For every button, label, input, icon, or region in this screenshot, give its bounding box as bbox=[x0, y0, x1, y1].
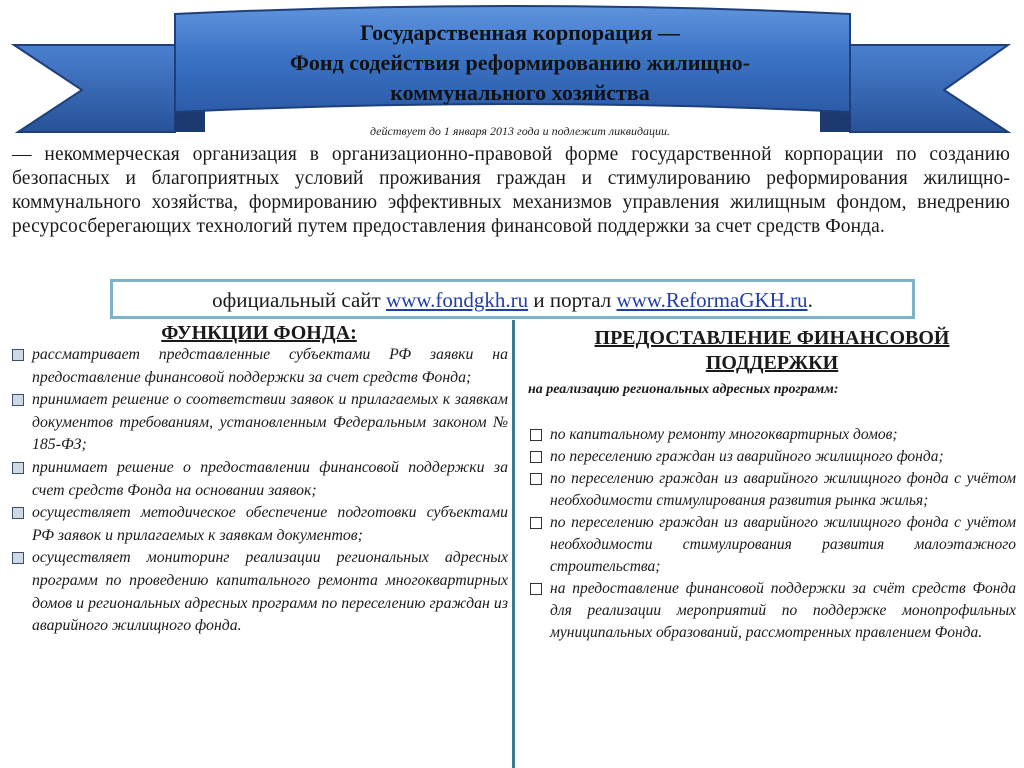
functions-heading: ФУНКЦИИ ФОНДА: bbox=[161, 322, 357, 344]
support-column bbox=[528, 322, 1016, 762]
column-divider bbox=[512, 320, 515, 768]
link-fondgkh[interactable]: www.fondgkh.ru bbox=[385, 288, 529, 312]
checkbox-icon bbox=[12, 349, 24, 361]
checkbox-icon bbox=[12, 462, 24, 474]
site-suffix: . bbox=[807, 288, 813, 312]
title-line-2: Фонд содействия реформированию жилищно- bbox=[290, 50, 750, 75]
list-item: по переселению граждан из аварийного жилищного фонда; bbox=[528, 446, 1016, 468]
liquidation-note: действует до 1 января 2013 года и подлежит ликвидации. bbox=[369, 124, 671, 138]
list-item: принимает решение о соответствии заявок и прилагаемых к заявкам документов требованиям, установленным Федеральным законом № 185-ФЗ; bbox=[10, 389, 508, 457]
functions-column bbox=[10, 322, 508, 762]
link-reformagkh[interactable]: www.ReformaGKH.ru bbox=[616, 288, 808, 312]
checkbox-icon bbox=[530, 583, 542, 595]
website-box bbox=[110, 279, 915, 319]
list-item: на предоставление финансовой поддержки за счёт средств Фонда для реализации мероприятий по поддержке монопрофильных муниципальных образований, рассмотренных правлением Фонда. bbox=[528, 578, 1016, 644]
support-subheading: на реализацию региональных адресных программ: bbox=[528, 382, 839, 397]
title-line-1: Государственная корпорация — bbox=[360, 20, 680, 45]
list-item: по капитальному ремонту многоквартирных домов; bbox=[528, 424, 1016, 446]
checkbox-icon bbox=[12, 394, 24, 406]
functions-list bbox=[10, 344, 508, 638]
list-item: рассматривает представленные субъектами РФ заявки на предоставление финансовой поддержки за счет средств Фонда; bbox=[10, 344, 508, 389]
checkbox-icon bbox=[530, 429, 542, 441]
list-item: по переселению граждан из аварийного жилищного фонда с учётом необходимости стимулирования развития рынка жилья; bbox=[528, 468, 1016, 512]
checkbox-icon bbox=[530, 517, 542, 529]
checkbox-icon bbox=[12, 552, 24, 564]
title-line-3: коммунального хозяйства bbox=[390, 80, 650, 105]
list-item: осуществляет методическое обеспечение подготовки субъектами РФ заявок и прилагаемых к заявкам документов; bbox=[10, 502, 508, 547]
checkbox-icon bbox=[12, 507, 24, 519]
list-item: по переселению граждан из аварийного жилищного фонда с учётом необходимости стимулирования развития малоэтажного строительства; bbox=[528, 512, 1016, 578]
support-heading: ПРЕДОСТАВЛЕНИЕ ФИНАНСОВОЙ ПОДДЕРЖКИ bbox=[594, 327, 950, 374]
ribbon-title bbox=[200, 18, 840, 108]
list-item: принимает решение о предоставлении финансовой поддержки за счет средств Фонда на основании заявок; bbox=[10, 457, 508, 502]
support-list bbox=[528, 424, 1016, 644]
intro-paragraph: — некоммерческая организация в организационно-правовой форме государственной корпорации по созданию безопасных и благоприятных условий проживания граждан и стимулированию реформирования жилищно-коммунального хозяйства, формированию эффективных механизмов управления жилищным фондом, внедрению ресурсосберегающих технологий путем предоставления финансовой поддержки за счет средств Фонда. bbox=[12, 144, 1010, 237]
site-middle: и портал bbox=[528, 288, 617, 312]
list-item: осуществляет мониторинг реализации региональных адресных программ по проведению капитального ремонта многоквартирных домов и региональных адресных программ по переселению граждан из аварийного жилищного фонда. bbox=[10, 547, 508, 637]
checkbox-icon bbox=[530, 473, 542, 485]
site-prefix: официальный сайт bbox=[212, 288, 386, 312]
checkbox-icon bbox=[530, 451, 542, 463]
